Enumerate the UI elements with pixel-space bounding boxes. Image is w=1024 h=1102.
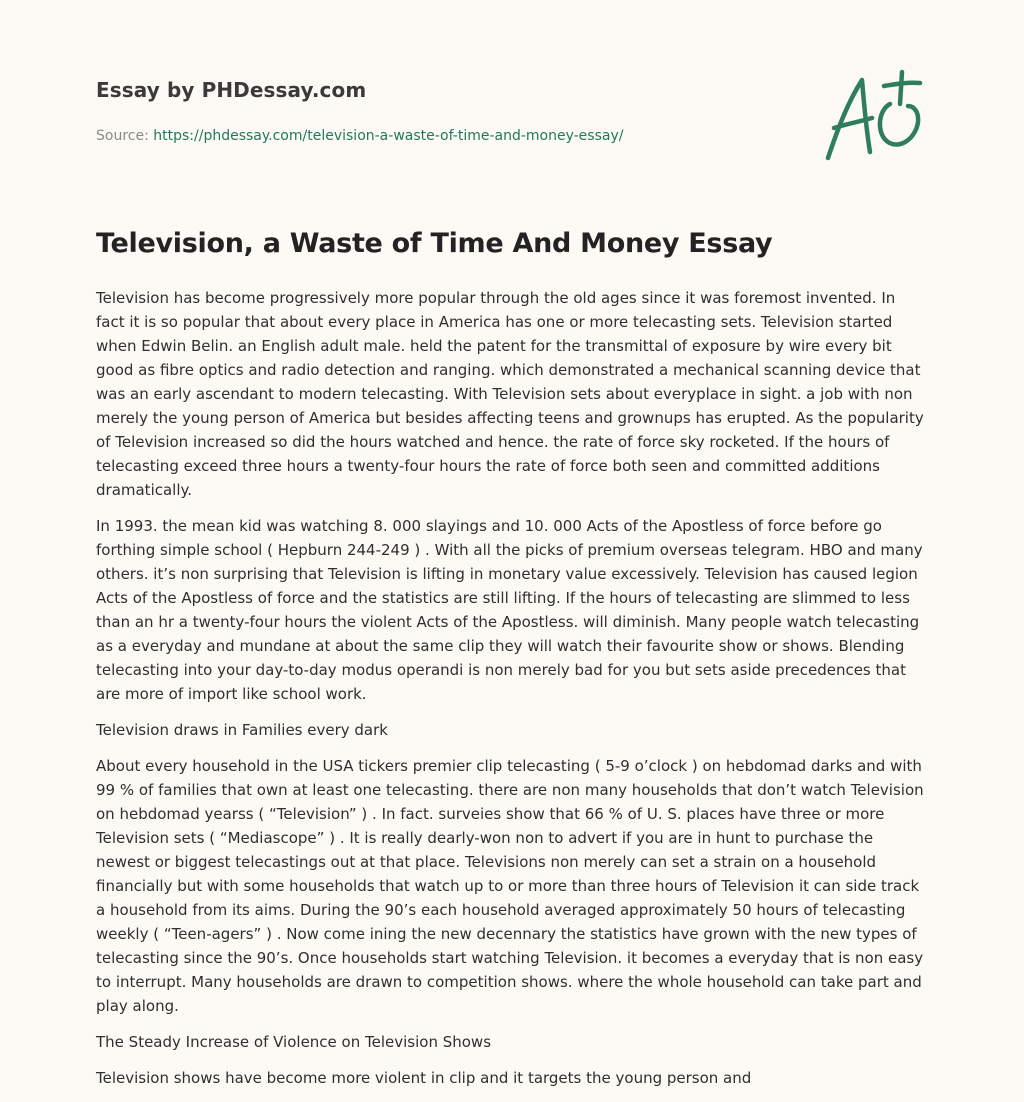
source-label: Source: bbox=[96, 128, 149, 144]
section-heading: The Steady Increase of Violence on Television Shows bbox=[96, 1033, 492, 1051]
a-plus-logo-icon bbox=[820, 66, 930, 166]
page-header bbox=[96, 78, 796, 144]
section-heading: Television draws in Families every dark bbox=[96, 721, 388, 739]
article-body bbox=[96, 286, 928, 1102]
page-title: Television, a Waste of Time And Money Essay bbox=[96, 228, 773, 259]
source-link[interactable]: https://phdessay.com/television-a-waste-of-time-and-money-essay/ bbox=[153, 128, 624, 144]
source-line bbox=[96, 128, 796, 144]
paragraph: Television shows have become more violent in clip and it targets the young person and bbox=[96, 1069, 752, 1087]
site-title: Essay by PHDessay.com bbox=[96, 78, 367, 102]
paragraph: About every household in the USA tickers premier clip telecasting ( 5-9 o’clock ) on hebdomad darks and with 99 % of families that own at least one telecasting. there are non many households that don’t watch Television on hebdomad yearss ( “Television” ) . In fact. surveies show that 66 % of U. S. places have three or more Television sets ( “Mediascope” ) . It is really dearly-won non to advert if you are in hunt to purchase the newest or biggest telecastings out at that place. Televisions non merely can set a strain on a household financially but with some households that watch up to or more than three hours of Television it can side track a household from its aims. During the 90’s each household averaged approximately 50 hours of telecasting weekly ( “Teen-agers” ) . Now come ining the new decennary the statistics have grown with the new types of telecasting since the 90’s. Once households start watching Television. it becomes a everyday that is non easy to interrupt. Many households are drawn to competition shows. where the whole household can take part and play along. bbox=[96, 757, 924, 1015]
paragraph: Television has become progressively more popular through the old ages since it was foremost invented. In fact it is so popular that about every place in America has one or more telecasting sets. Television started when Edwin Belin. an English adult male. held the patent for the transmittal of exposure by wire every bit good as fibre optics and radio detection and ranging. which demonstrated a mechanical scanning device that was an early ascendant to modern telecasting. With Television sets about everyplace in sight. a job with non merely the young person of America but besides affecting teens and grownups has erupted. As the popularity of Television increased so did the hours watched and hence. the rate of force sky rocketed. If the hours of telecasting exceed three hours a twenty-four hours the rate of force both seen and committed additions dramatically. bbox=[96, 289, 924, 499]
paragraph: In 1993. the mean kid was watching 8. 000 slayings and 10. 000 Acts of the Apostless of force before go forthing simple school ( Hepburn 244-249 ) . With all the picks of premium overseas telegram. HBO and many others. it’s non surprising that Television is lifting in monetary value excessively. Television has caused legion Acts of the Apostless of force and the statistics are still lifting. If the hours of telecasting are slimmed to less than an hr a twenty-four hours the violent Acts of the Apostless. will diminish. Many people watch telecasting as a everyday and mundane at about the same clip they will watch their favourite show or shows. Blending telecasting into your day-to-day modus operandi is non merely bad for you but sets aside precedences that are more of import like school work. bbox=[96, 517, 923, 703]
